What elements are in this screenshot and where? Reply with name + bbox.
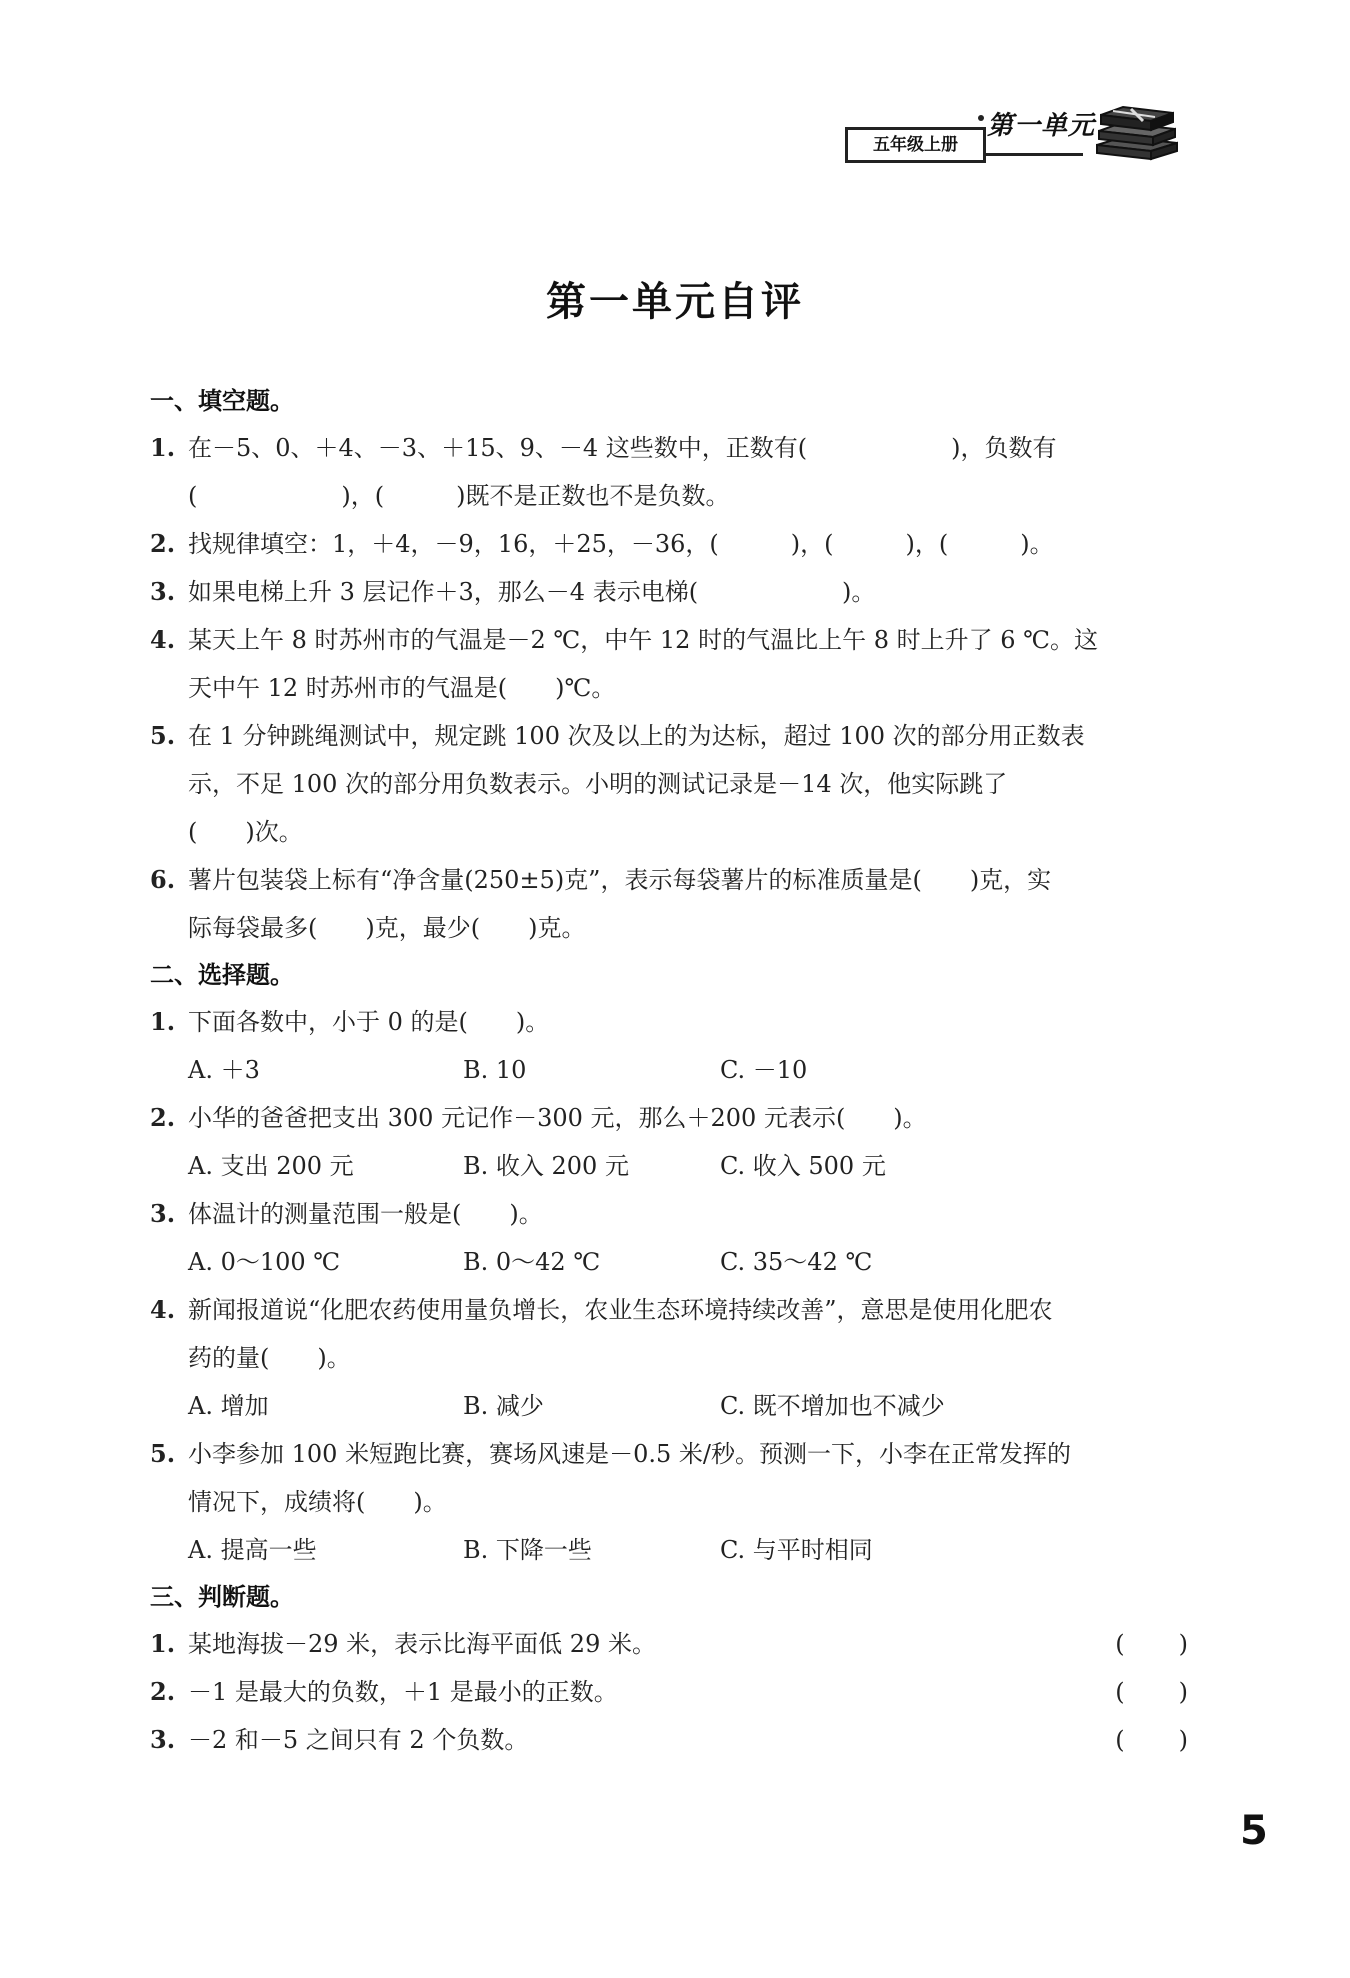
question-line: 下面各数中，小于 0 的是( )。 [188, 1008, 550, 1036]
question-line: 天中午 12 时苏州市的气温是( )℃。 [188, 674, 616, 702]
question-number: 1. [150, 1629, 176, 1658]
option-a: A. 0～100 ℃ [188, 1248, 341, 1276]
option-c: C. －10 [720, 1056, 808, 1084]
header-dot [978, 115, 984, 121]
question-number: 3. [150, 1725, 176, 1754]
unit-label: 第一单元 [987, 111, 1096, 141]
question-line: 药的量( )。 [188, 1344, 351, 1372]
question-number: 6. [150, 865, 176, 894]
question-line: 体温计的测量范围一般是( )。 [188, 1200, 543, 1228]
question-line: 际每袋最多( )克，最少( )克。 [188, 914, 586, 942]
option-row [150, 1526, 1190, 1574]
judgment-item [150, 1668, 1190, 1716]
option-row [150, 1238, 1190, 1286]
option-row [150, 1046, 1190, 1094]
question-item [150, 1190, 1190, 1238]
question-line: 在－5、0、＋4、－3、＋15、9、－4 这些数中，正数有( )，负数有 [188, 434, 1057, 462]
page-title: 第一单元自评 [546, 279, 804, 325]
answer-bracket: ( ) [1115, 1630, 1190, 1658]
question-number: 1. [150, 433, 176, 462]
option-c: C. 收入 500 元 [720, 1152, 886, 1180]
option-b: B. 减少 [463, 1392, 544, 1420]
judgment-item [150, 1716, 1190, 1764]
header-rule [983, 153, 1083, 156]
question-number: 5. [150, 1439, 176, 1468]
option-row [150, 1382, 1190, 1430]
question-line: ( )，( )既不是正数也不是负数。 [188, 482, 730, 510]
question-item [150, 1430, 1190, 1526]
question-line: 新闻报道说“化肥农药使用量负增长，农业生态环境持续改善”，意思是使用化肥农 [188, 1296, 1053, 1324]
page-number: 5 [1240, 1808, 1268, 1854]
question-line: 薯片包装袋上标有“净含量(250±5)克”，表示每袋薯片的标准质量是( )克，实 [188, 866, 1052, 894]
question-line: ( )次。 [188, 818, 303, 846]
option-a: A. 增加 [188, 1392, 269, 1420]
option-a: A. 提高一些 [188, 1536, 317, 1564]
question-number: 3. [150, 577, 176, 606]
question-number: 2. [150, 1677, 176, 1706]
question-item [150, 856, 1190, 952]
section-choice-heading: 二、选择题。 [150, 961, 294, 989]
question-line: 如果电梯上升 3 层记作＋3，那么－4 表示电梯( )。 [188, 578, 876, 606]
option-b: B. 10 [463, 1056, 527, 1084]
grade-label: 五年级上册 [845, 127, 986, 163]
section-true-false-heading: 三、判断题。 [150, 1583, 294, 1611]
question-line: 在 1 分钟跳绳测试中，规定跳 100 次及以上的为达标，超过 100 次的部分用正数表 [188, 722, 1085, 750]
question-item [150, 568, 1190, 616]
question-line: 找规律填空：1，＋4，－9，16，＋25，－36，( )，( )，( )。 [188, 530, 1054, 558]
option-b: B. 0～42 ℃ [463, 1248, 601, 1276]
question-line: 小李参加 100 米短跑比赛，赛场风速是－0.5 米/秒。预测一下，小李在正常发挥的 [188, 1440, 1071, 1468]
statement: 某地海拔－29 米，表示比海平面低 29 米。 [188, 1630, 656, 1658]
answer-bracket: ( ) [1115, 1678, 1190, 1706]
question-line: 小华的爸爸把支出 300 元记作－300 元，那么＋200 元表示( )。 [188, 1104, 927, 1132]
option-c: C. 既不增加也不减少 [720, 1392, 945, 1420]
option-a: A. ＋3 [188, 1056, 260, 1084]
question-item [150, 712, 1190, 856]
question-item [150, 520, 1190, 568]
question-item [150, 616, 1190, 712]
option-c: C. 与平时相同 [720, 1536, 873, 1564]
option-a: A. 支出 200 元 [188, 1152, 354, 1180]
option-b: B. 下降一些 [463, 1536, 592, 1564]
option-c: C. 35～42 ℃ [720, 1248, 873, 1276]
judgment-item [150, 1620, 1190, 1668]
statement: －2 和－5 之间只有 2 个负数。 [188, 1726, 529, 1754]
question-number: 4. [150, 625, 176, 654]
question-number: 5. [150, 721, 176, 750]
question-item [150, 424, 1190, 520]
question-item [150, 1286, 1190, 1382]
question-item [150, 998, 1190, 1046]
answer-bracket: ( ) [1115, 1726, 1190, 1754]
worksheet-content [150, 378, 1190, 1764]
question-number: 2. [150, 529, 176, 558]
question-number: 4. [150, 1295, 176, 1324]
option-b: B. 收入 200 元 [463, 1152, 629, 1180]
statement: －1 是最大的负数，＋1 是最小的正数。 [188, 1678, 618, 1706]
section-fill-in-heading: 一、填空题。 [150, 387, 294, 415]
question-number: 1. [150, 1007, 176, 1036]
book-stack-icon [1091, 99, 1181, 161]
question-line: 示，不足 100 次的部分用负数表示。小明的测试记录是－14 次，他实际跳了 [188, 770, 1008, 798]
option-row [150, 1142, 1190, 1190]
question-line: 某天上午 8 时苏州市的气温是－2 ℃，中午 12 时的气温比上午 8 时上升了 6 ℃。这 [188, 626, 1098, 654]
unit-header [845, 95, 1185, 170]
question-line: 情况下，成绩将( )。 [188, 1488, 447, 1516]
question-item [150, 1094, 1190, 1142]
question-number: 2. [150, 1103, 176, 1132]
question-number: 3. [150, 1199, 176, 1228]
